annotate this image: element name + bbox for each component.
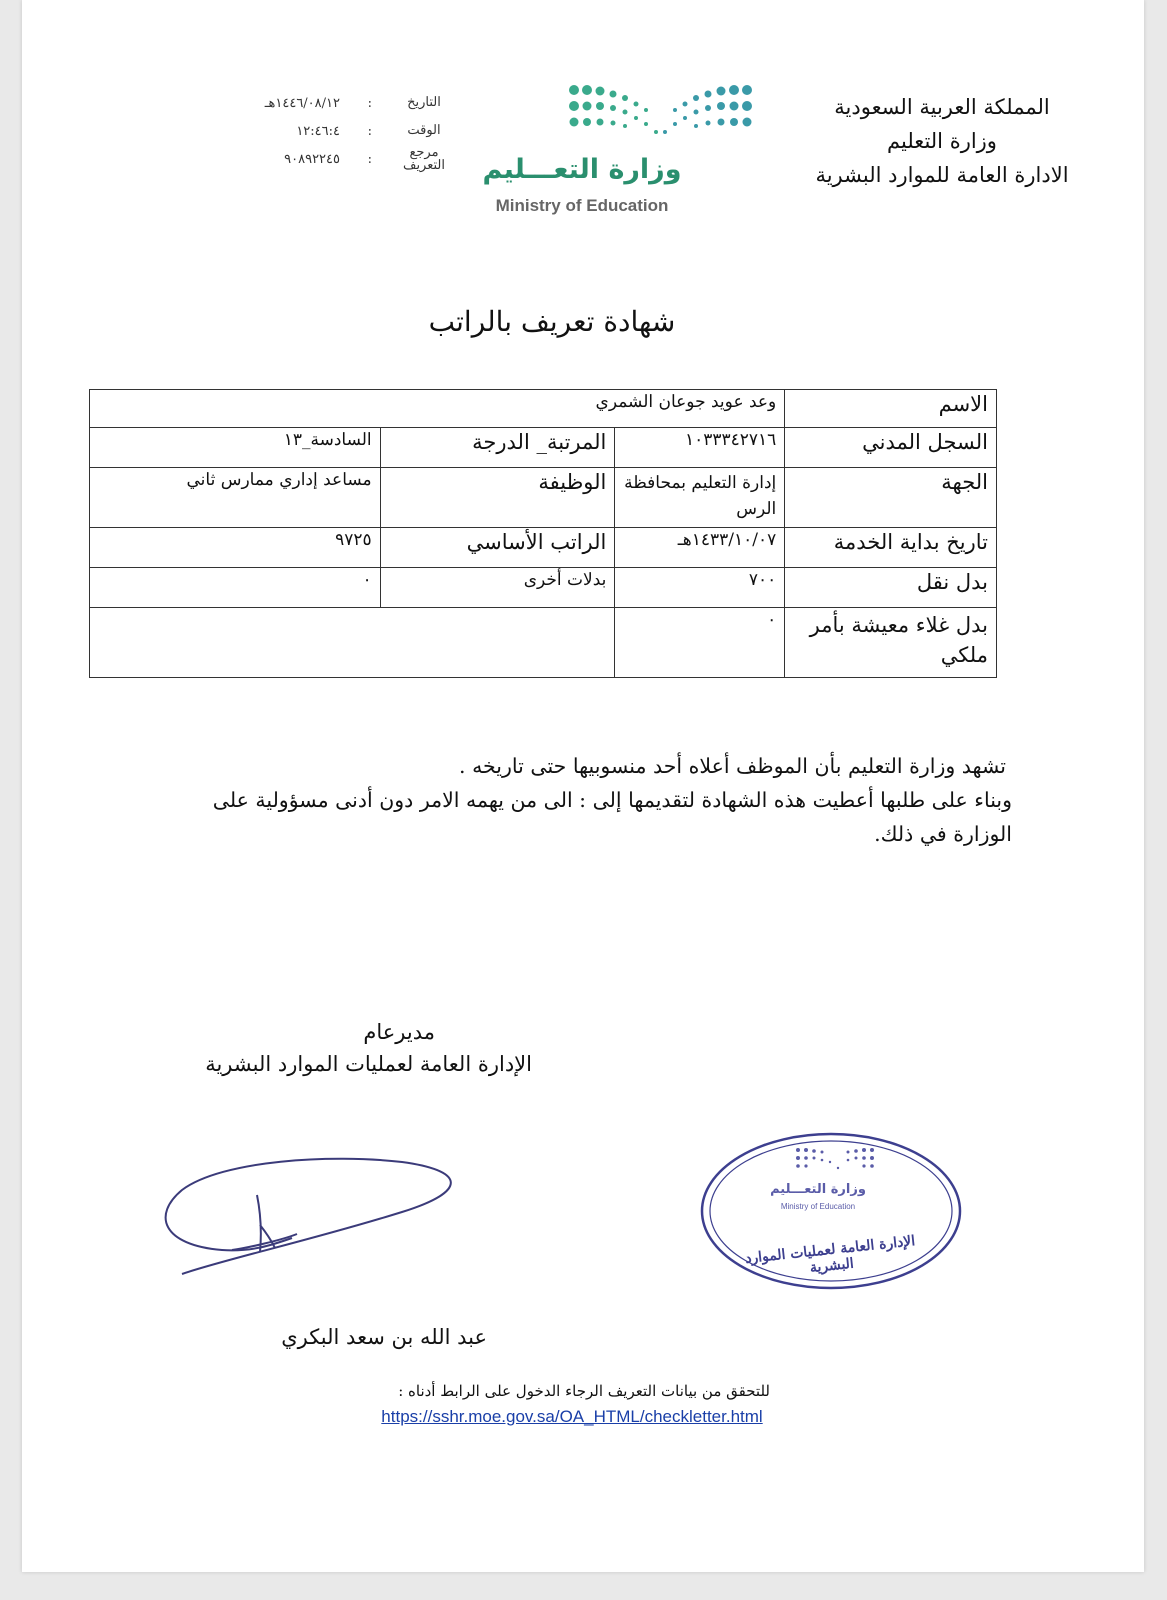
transport-label: بدل نقل <box>785 568 997 608</box>
ministry-logo <box>472 82 762 222</box>
org-header <box>782 90 1102 192</box>
name-label: الاسم <box>785 390 997 428</box>
certificate-body <box>152 749 1012 851</box>
meta-time-row: الوقت : ١٢:٤٦:٤ <box>222 124 452 152</box>
table-row <box>90 428 997 468</box>
org-line-department: الادارة العامة للموارد البشرية <box>815 163 1069 187</box>
living-value: ٠ <box>615 608 785 678</box>
logo-arabic-text: وزارة التعـــليم <box>482 154 682 185</box>
start-value: ١٤٣٣/١٠/٠٧هـ <box>615 528 785 568</box>
entity-value: إدارة التعليم بمحافظة الرس <box>615 468 785 528</box>
logo-dots-icon <box>472 82 762 142</box>
empty-cell <box>90 608 615 678</box>
stamp-english-text: Ministry of Education <box>780 1202 856 1211</box>
official-stamp <box>698 1130 964 1292</box>
table-row <box>90 608 997 678</box>
meta-ref-label: مرجع التعريف <box>402 145 445 173</box>
body-line-2: وبناء على طلبها أعطيت هذه الشهادة لتقديمها إلى : الى من يهمه الامر دون أدنى مسؤولية على الوزارة في ذلك. <box>212 788 1012 846</box>
civil-value: ١٠٣٣٣٤٢٧١٦ <box>615 428 785 468</box>
other-value: ٠ <box>90 568 381 608</box>
meta-ref-value: ٩٠٨٩٢٢٤٥ <box>284 152 340 167</box>
document-meta <box>22 96 452 186</box>
signatory-department: الإدارة العامة لعمليات الموارد البشرية <box>205 1052 532 1076</box>
stamp-ring-text: الإدارة العامة لعمليات الموارد البشرية <box>744 1233 916 1277</box>
signature-mark <box>162 1150 472 1280</box>
rank-label: المرتبة_ الدرجة <box>380 428 615 468</box>
civil-label: السجل المدني <box>785 428 997 468</box>
meta-date-row: التاريخ : ١٤٤٦/٠٨/١٢هـ <box>222 96 452 124</box>
salary-label: الراتب الأساسي <box>380 528 615 568</box>
other-label: بدلات أخرى <box>380 568 615 608</box>
meta-ref-row: مرجع التعريف : ٩٠٨٩٢٢٤٥ <box>222 146 452 174</box>
name-value: وعد عويد جوعان الشمري <box>90 390 785 428</box>
body-line-1: تشهد وزارة التعليم بأن الموظف أعلاه أحد منسوبيها حتى تاريخه . <box>459 754 1006 778</box>
verify-link[interactable]: https://sshr.moe.gov.sa/OA_HTML/checkletter.html <box>381 1407 763 1426</box>
org-line-kingdom: المملكة العربية السعودية <box>834 95 1050 119</box>
salary-value: ٩٧٢٥ <box>90 528 381 568</box>
table-row <box>90 568 997 608</box>
table-row <box>90 390 997 428</box>
job-label: الوظيفة <box>380 468 615 528</box>
signatory-name: عبد الله بن سعد البكري <box>281 1325 487 1349</box>
rank-value: السادسة_١٣ <box>90 428 381 468</box>
employee-info-table <box>89 389 997 678</box>
meta-time-value: ١٢:٤٦:٤ <box>296 124 340 139</box>
verify-text: للتحقق من بيانات التعريف الرجاء الدخول على الرابط أدناه : <box>398 1382 770 1400</box>
table-row <box>90 528 997 568</box>
logo-english-text: Ministry of Education <box>495 196 669 215</box>
org-line-ministry: وزارة التعليم <box>887 129 997 153</box>
page-title: شهادة تعريف بالراتب <box>428 305 676 338</box>
stamp-arabic-text: وزارة التعـــليم <box>770 1182 866 1197</box>
meta-date-value: ١٤٤٦/٠٨/١٢هـ <box>264 96 340 111</box>
meta-date-label: التاريخ <box>407 95 441 110</box>
start-label: تاريخ بداية الخدمة <box>785 528 997 568</box>
document-page <box>22 0 1144 1572</box>
job-value: مساعد إداري ممارس ثاني <box>90 468 381 528</box>
signatory-position: مديرعام <box>363 1020 435 1044</box>
living-label: بدل غلاء معيشة بأمر ملكي <box>785 608 997 678</box>
entity-label: الجهة <box>785 468 997 528</box>
table-row <box>90 468 997 528</box>
transport-value: ٧٠٠ <box>615 568 785 608</box>
meta-time-label: الوقت <box>407 123 441 138</box>
